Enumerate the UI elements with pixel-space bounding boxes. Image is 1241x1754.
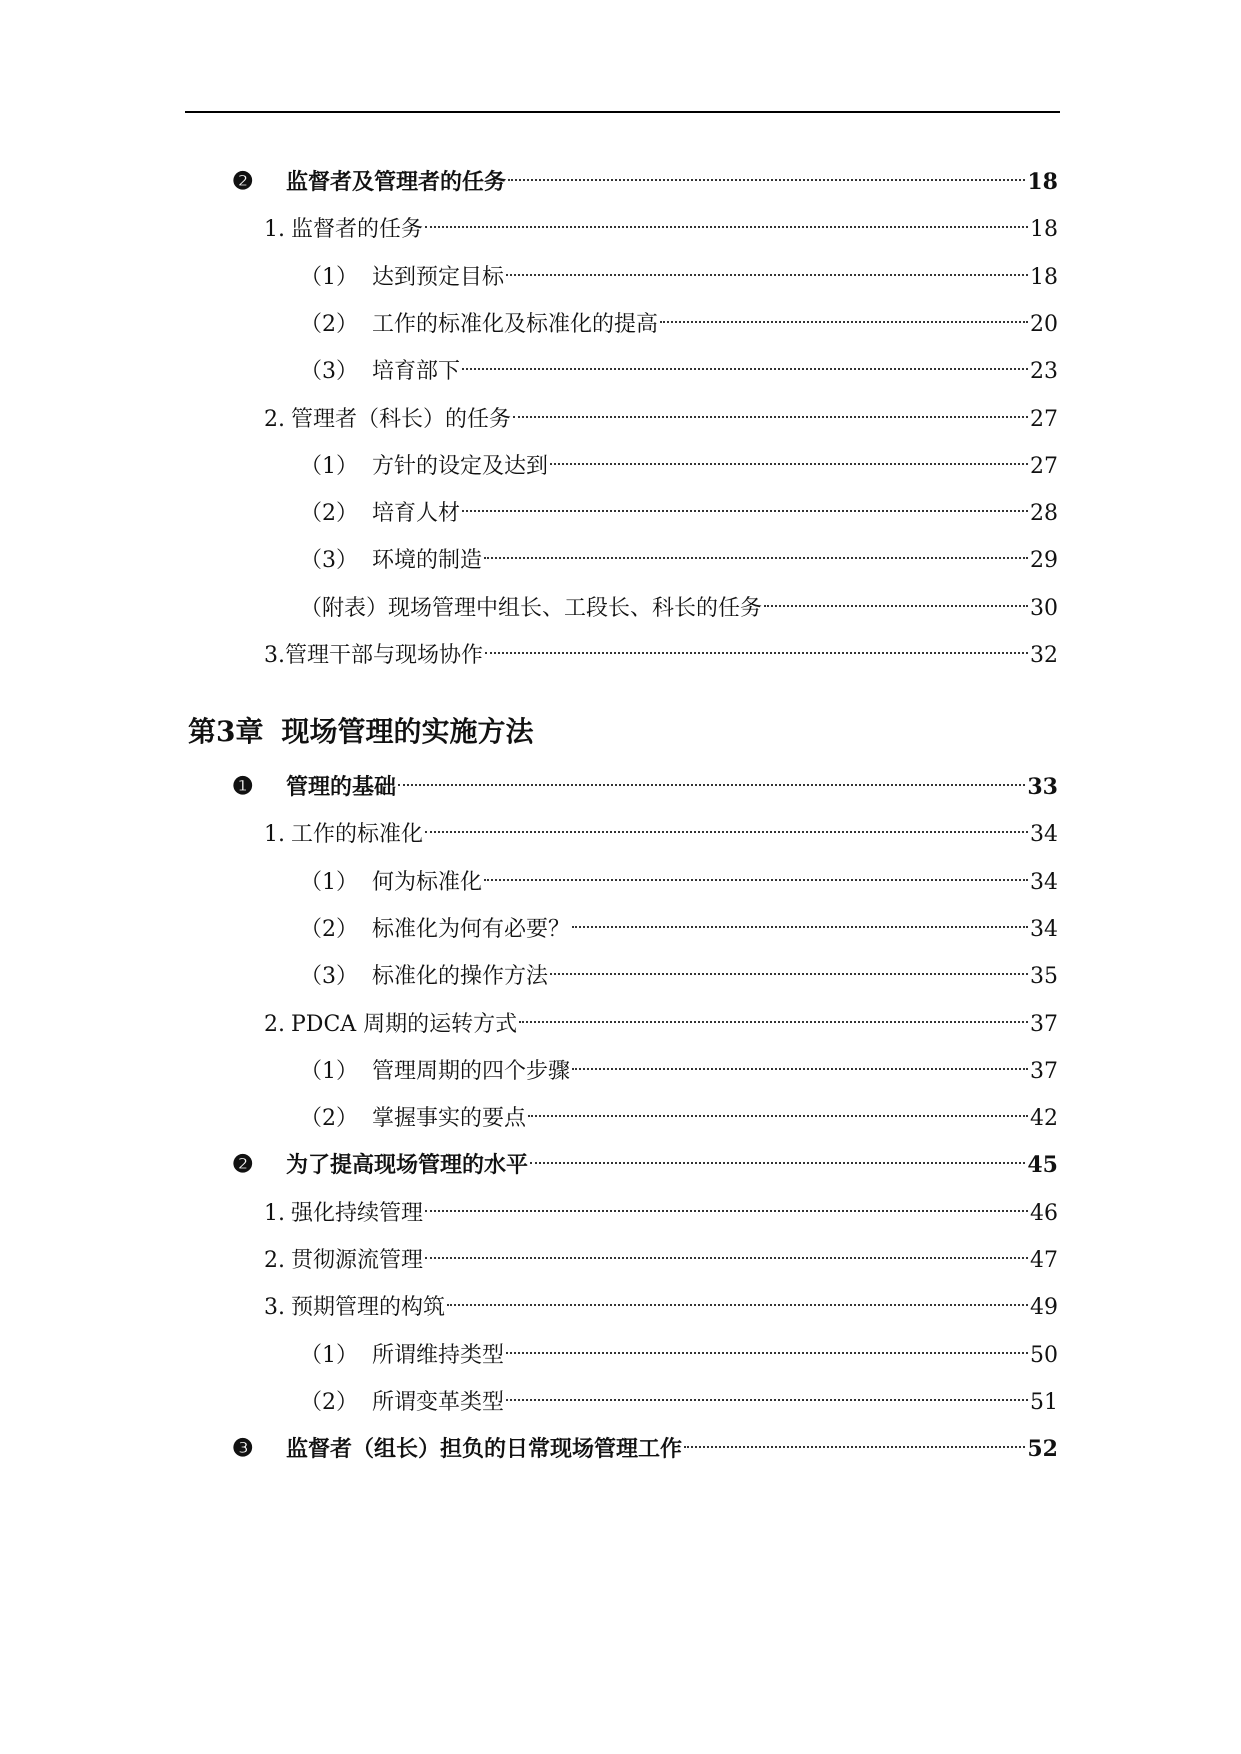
toc-entry-page-number: 27 (1030, 453, 1058, 479)
dot-leader (484, 853, 1028, 889)
toc-entry[interactable] (300, 1089, 1058, 1132)
dot-leader (425, 200, 1028, 236)
toc-entry-title: 标准化的操作方法 (372, 964, 549, 990)
dot-leader (462, 342, 1028, 378)
toc-entry[interactable] (264, 805, 1058, 848)
dot-leader (506, 1373, 1028, 1409)
toc-entry-marker: 1. (264, 822, 285, 848)
toc-entry-marker: （3） (300, 548, 358, 574)
toc-entry[interactable] (264, 1278, 1058, 1321)
toc-entry-marker: （3） (300, 359, 358, 385)
dot-leader (550, 947, 1028, 983)
toc-entry-page-number: 52 (1027, 1436, 1058, 1463)
toc-entry-title: 管理的基础 (286, 774, 397, 800)
toc-entry-page-number: 46 (1030, 1200, 1058, 1226)
toc-entry-page-number: 27 (1030, 406, 1058, 432)
dot-leader (764, 579, 1028, 615)
toc-entry-marker: 2. (264, 406, 285, 432)
toc-entry[interactable] (232, 1136, 1058, 1179)
toc-entry-page-number: 34 (1030, 822, 1058, 848)
toc-entry[interactable] (300, 531, 1058, 574)
toc-entry[interactable] (300, 1042, 1058, 1084)
toc-entry[interactable] (300, 853, 1058, 895)
toc-entry[interactable] (300, 342, 1058, 385)
toc-entry-title: 何为标准化 (372, 869, 483, 895)
toc-entry-title: 管理周期的四个步骤 (372, 1058, 571, 1084)
toc-entry-marker: （2） (300, 1106, 358, 1132)
toc-entry[interactable] (300, 579, 1058, 621)
toc-entry-title: 监督者及管理者的任务 (286, 169, 507, 195)
toc-entry-title: （附表）现场管理中组长、工段长、科长的任务 (300, 595, 763, 621)
toc-entry-marker: （1） (300, 1058, 358, 1084)
toc-entry-marker: ❶ (232, 771, 254, 800)
dot-leader (425, 805, 1028, 841)
toc-entry[interactable] (264, 200, 1058, 243)
toc-entry[interactable] (300, 900, 1058, 942)
toc-entry-title: PDCA 周期的运转方式 (291, 1011, 518, 1037)
dot-leader (528, 1089, 1028, 1125)
dot-leader (513, 390, 1028, 426)
dot-leader (519, 995, 1028, 1031)
toc-entry-title: 贯彻源流管理 (291, 1248, 424, 1273)
toc-entry-page-number: 42 (1030, 1106, 1058, 1132)
toc-entry[interactable] (264, 626, 1058, 668)
toc-entry-page-number: 18 (1030, 217, 1058, 243)
dot-leader (508, 153, 1025, 189)
toc-entry-page-number: 32 (1030, 643, 1058, 668)
toc-entry-title: 为了提高现场管理的水平 (286, 1152, 529, 1179)
toc-entry-page-number: 29 (1030, 548, 1058, 574)
toc-entry-title: 监督者（组长）担负的日常现场管理工作 (286, 1436, 683, 1463)
toc-entry-page-number: 37 (1030, 1011, 1058, 1037)
toc-entry-marker: 2. (264, 1248, 285, 1273)
chapter-title: 现场管理的实施方法 (281, 715, 534, 748)
dot-leader (506, 248, 1028, 284)
toc-entry[interactable] (300, 947, 1058, 990)
dot-leader (572, 1042, 1028, 1078)
dot-leader (572, 900, 1028, 936)
toc-entry-title: 管理者（科长）的任务 (291, 406, 512, 432)
toc-entry-title: 3.管理干部与现场协作 (264, 643, 483, 668)
toc-entry-marker: （2） (300, 1389, 358, 1415)
toc-entry[interactable] (300, 248, 1058, 290)
toc-entry-page-number: 18 (1030, 264, 1058, 290)
dot-leader (506, 1326, 1028, 1362)
toc-entry[interactable] (300, 295, 1058, 337)
toc-entry-marker: 1. (264, 217, 285, 243)
toc-entry-marker: ❷ (232, 1149, 254, 1179)
toc-entry-marker: （1） (300, 264, 358, 290)
dot-leader (684, 1420, 1025, 1456)
dot-leader (425, 1231, 1028, 1267)
dot-leader (485, 626, 1028, 662)
toc-entry-title: 工作的标准化 (291, 822, 424, 848)
toc-entry[interactable] (300, 437, 1058, 479)
chapter-label: 第3章 (188, 715, 264, 748)
toc-entry[interactable] (232, 758, 1058, 800)
toc-entry-title: 掌握事实的要点 (372, 1106, 527, 1132)
toc-entry-marker: （1） (300, 453, 358, 479)
toc-entry-title: 强化持续管理 (291, 1200, 424, 1226)
toc-entry-title: 培育人材 (372, 501, 461, 527)
toc-entry-title: 所谓变革类型 (372, 1389, 505, 1415)
toc-entry-marker: 3. (264, 1295, 285, 1321)
toc-entry-page-number: 20 (1030, 311, 1058, 337)
toc-entry-page-number: 37 (1030, 1058, 1058, 1084)
toc-entry-marker: ❸ (232, 1433, 254, 1463)
dot-leader (462, 484, 1028, 520)
dot-leader (484, 531, 1028, 567)
toc-entry[interactable] (300, 484, 1058, 527)
toc-entry-marker: （2） (300, 501, 358, 527)
dot-leader (447, 1278, 1028, 1314)
toc-entry-page-number: 23 (1030, 359, 1058, 385)
toc-entry-page-number: 50 (1030, 1342, 1058, 1368)
dot-leader (425, 1184, 1028, 1220)
toc-entry[interactable] (300, 1326, 1058, 1368)
toc-entry-page-number: 30 (1030, 595, 1058, 621)
toc-entry-title: 工作的标准化及标准化的提高 (372, 311, 659, 337)
toc-entry-title: 达到预定目标 (372, 264, 505, 290)
toc-entry-title: 环境的制造 (372, 548, 483, 574)
toc-entry-marker: 1. (264, 1200, 285, 1226)
toc-entry-title: 标准化为何有必要？ (372, 916, 571, 942)
chapter-heading (188, 712, 534, 752)
toc-entry-marker: （1） (300, 1342, 358, 1368)
dot-leader (550, 437, 1028, 473)
dot-leader (398, 758, 1025, 794)
toc-entry-marker: （3） (300, 964, 358, 990)
toc-entry-title: 所谓维持类型 (372, 1342, 505, 1368)
toc-entry-marker: （2） (300, 311, 358, 337)
toc-entry-title: 培育部下 (372, 359, 461, 385)
toc-entry-title: 监督者的任务 (291, 217, 424, 243)
toc-entry-page-number: 28 (1030, 501, 1058, 527)
toc-entry[interactable] (264, 995, 1058, 1037)
toc-entry-page-number: 47 (1030, 1248, 1058, 1273)
toc-entry[interactable] (232, 153, 1058, 195)
toc-entry-marker: （2） (300, 916, 358, 942)
toc-entry-title: 预期管理的构筑 (291, 1295, 446, 1321)
toc-entry-marker: （1） (300, 869, 358, 895)
toc-entry-page-number: 33 (1027, 774, 1058, 800)
dot-leader (530, 1136, 1025, 1172)
toc-entry[interactable] (232, 1420, 1058, 1463)
toc-entry[interactable] (300, 1373, 1058, 1415)
toc-entry[interactable] (264, 1184, 1058, 1226)
dot-leader (660, 295, 1028, 331)
toc-entry-page-number: 45 (1027, 1152, 1058, 1179)
toc-entry-page-number: 34 (1030, 916, 1058, 942)
toc-entry[interactable] (264, 1231, 1058, 1273)
toc-entry-page-number: 49 (1030, 1295, 1058, 1321)
toc-entry-page-number: 51 (1030, 1389, 1058, 1415)
toc-entry-page-number: 35 (1030, 964, 1058, 990)
toc-entry-title: 方针的设定及达到 (372, 453, 549, 479)
toc-entry[interactable] (264, 390, 1058, 432)
toc-entry-marker: ❷ (232, 166, 254, 195)
toc-entry-marker: 2. (264, 1011, 285, 1037)
toc-entry-page-number: 34 (1030, 869, 1058, 895)
toc-entry-page-number: 18 (1027, 169, 1058, 195)
